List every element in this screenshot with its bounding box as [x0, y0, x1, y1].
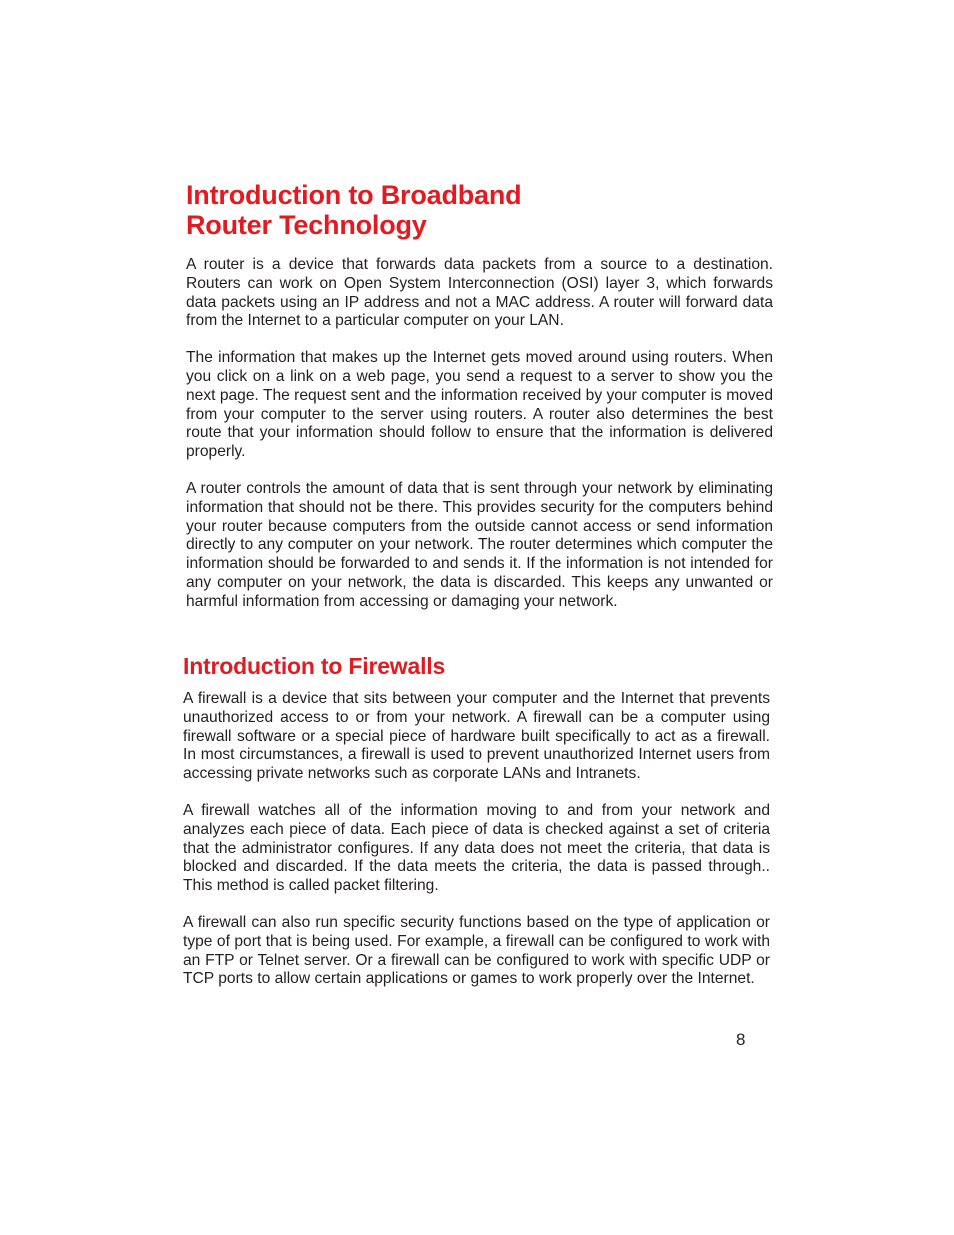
router-paragraph-3: A router controls the amount of data that is sent through your network by eliminating information that should not be there. This provides security for the computers behind your router because computers from the outside cannot access or send information directly to any computer on your network. The router determines which computer the information should be forwarded to and sends it. If the information is not intended for any computer on your network, the data is discarded. This keeps any unwanted or harmful information from accessing or damaging your network.: [186, 479, 773, 610]
page-number: 8: [736, 1030, 746, 1049]
firewall-paragraph-1: A firewall is a device that sits between your computer and the Internet that prevents unauthorized access to or from your network. A firewall can be a computer using firewall software or a special piece of hardware built specifically to act as a firewall. In most circumstances, a firewall is used to prevent unauthorized Internet users from accessing private networks such as corporate LANs and Intranets.: [183, 690, 770, 783]
router-paragraph-1: A router is a device that forwards data packets from a source to a destination. Routers can work on Open System Interconnection (OSI) layer 3, which forwards data packets using an IP address and not a MAC address. A router will forward data from the Internet to a particular computer on your LAN.: [186, 256, 773, 330]
firewall-section-title: Introduction to Firewalls: [183, 653, 446, 679]
firewall-paragraph-2: A firewall watches all of the information moving to and from your network and analyzes each piece of data. Each piece of data is checked against a set of criteria that the administrator configures. If any data does not meet the criteria, that data is blocked and discarded. If the data meets the criteria, the data is passed through.. This method is called packet filtering.: [183, 801, 770, 895]
router-paragraph-2: The information that makes up the Internet gets moved around using routers. When you click on a link on a web page, you send a request to a server to show you the next page. The request sent and the information received by your computer is moved from your computer to the server using routers. A router also determines the best route that your information should follow to ensure that the information is delivered properly.: [186, 349, 773, 461]
firewall-section: [183, 651, 770, 989]
firewall-paragraph-3: A firewall can also run specific security functions based on the type of application or type of port that is being used. For example, a firewall can be configured to work with an FTP or Telnet server. Or a firewall can be configured to work with specific UDP or TCP ports to allow certain applications or games to work properly over the Internet.: [183, 913, 770, 988]
router-section: [186, 180, 773, 612]
router-section-title: Introduction to Broadband Router Technology: [186, 180, 522, 240]
